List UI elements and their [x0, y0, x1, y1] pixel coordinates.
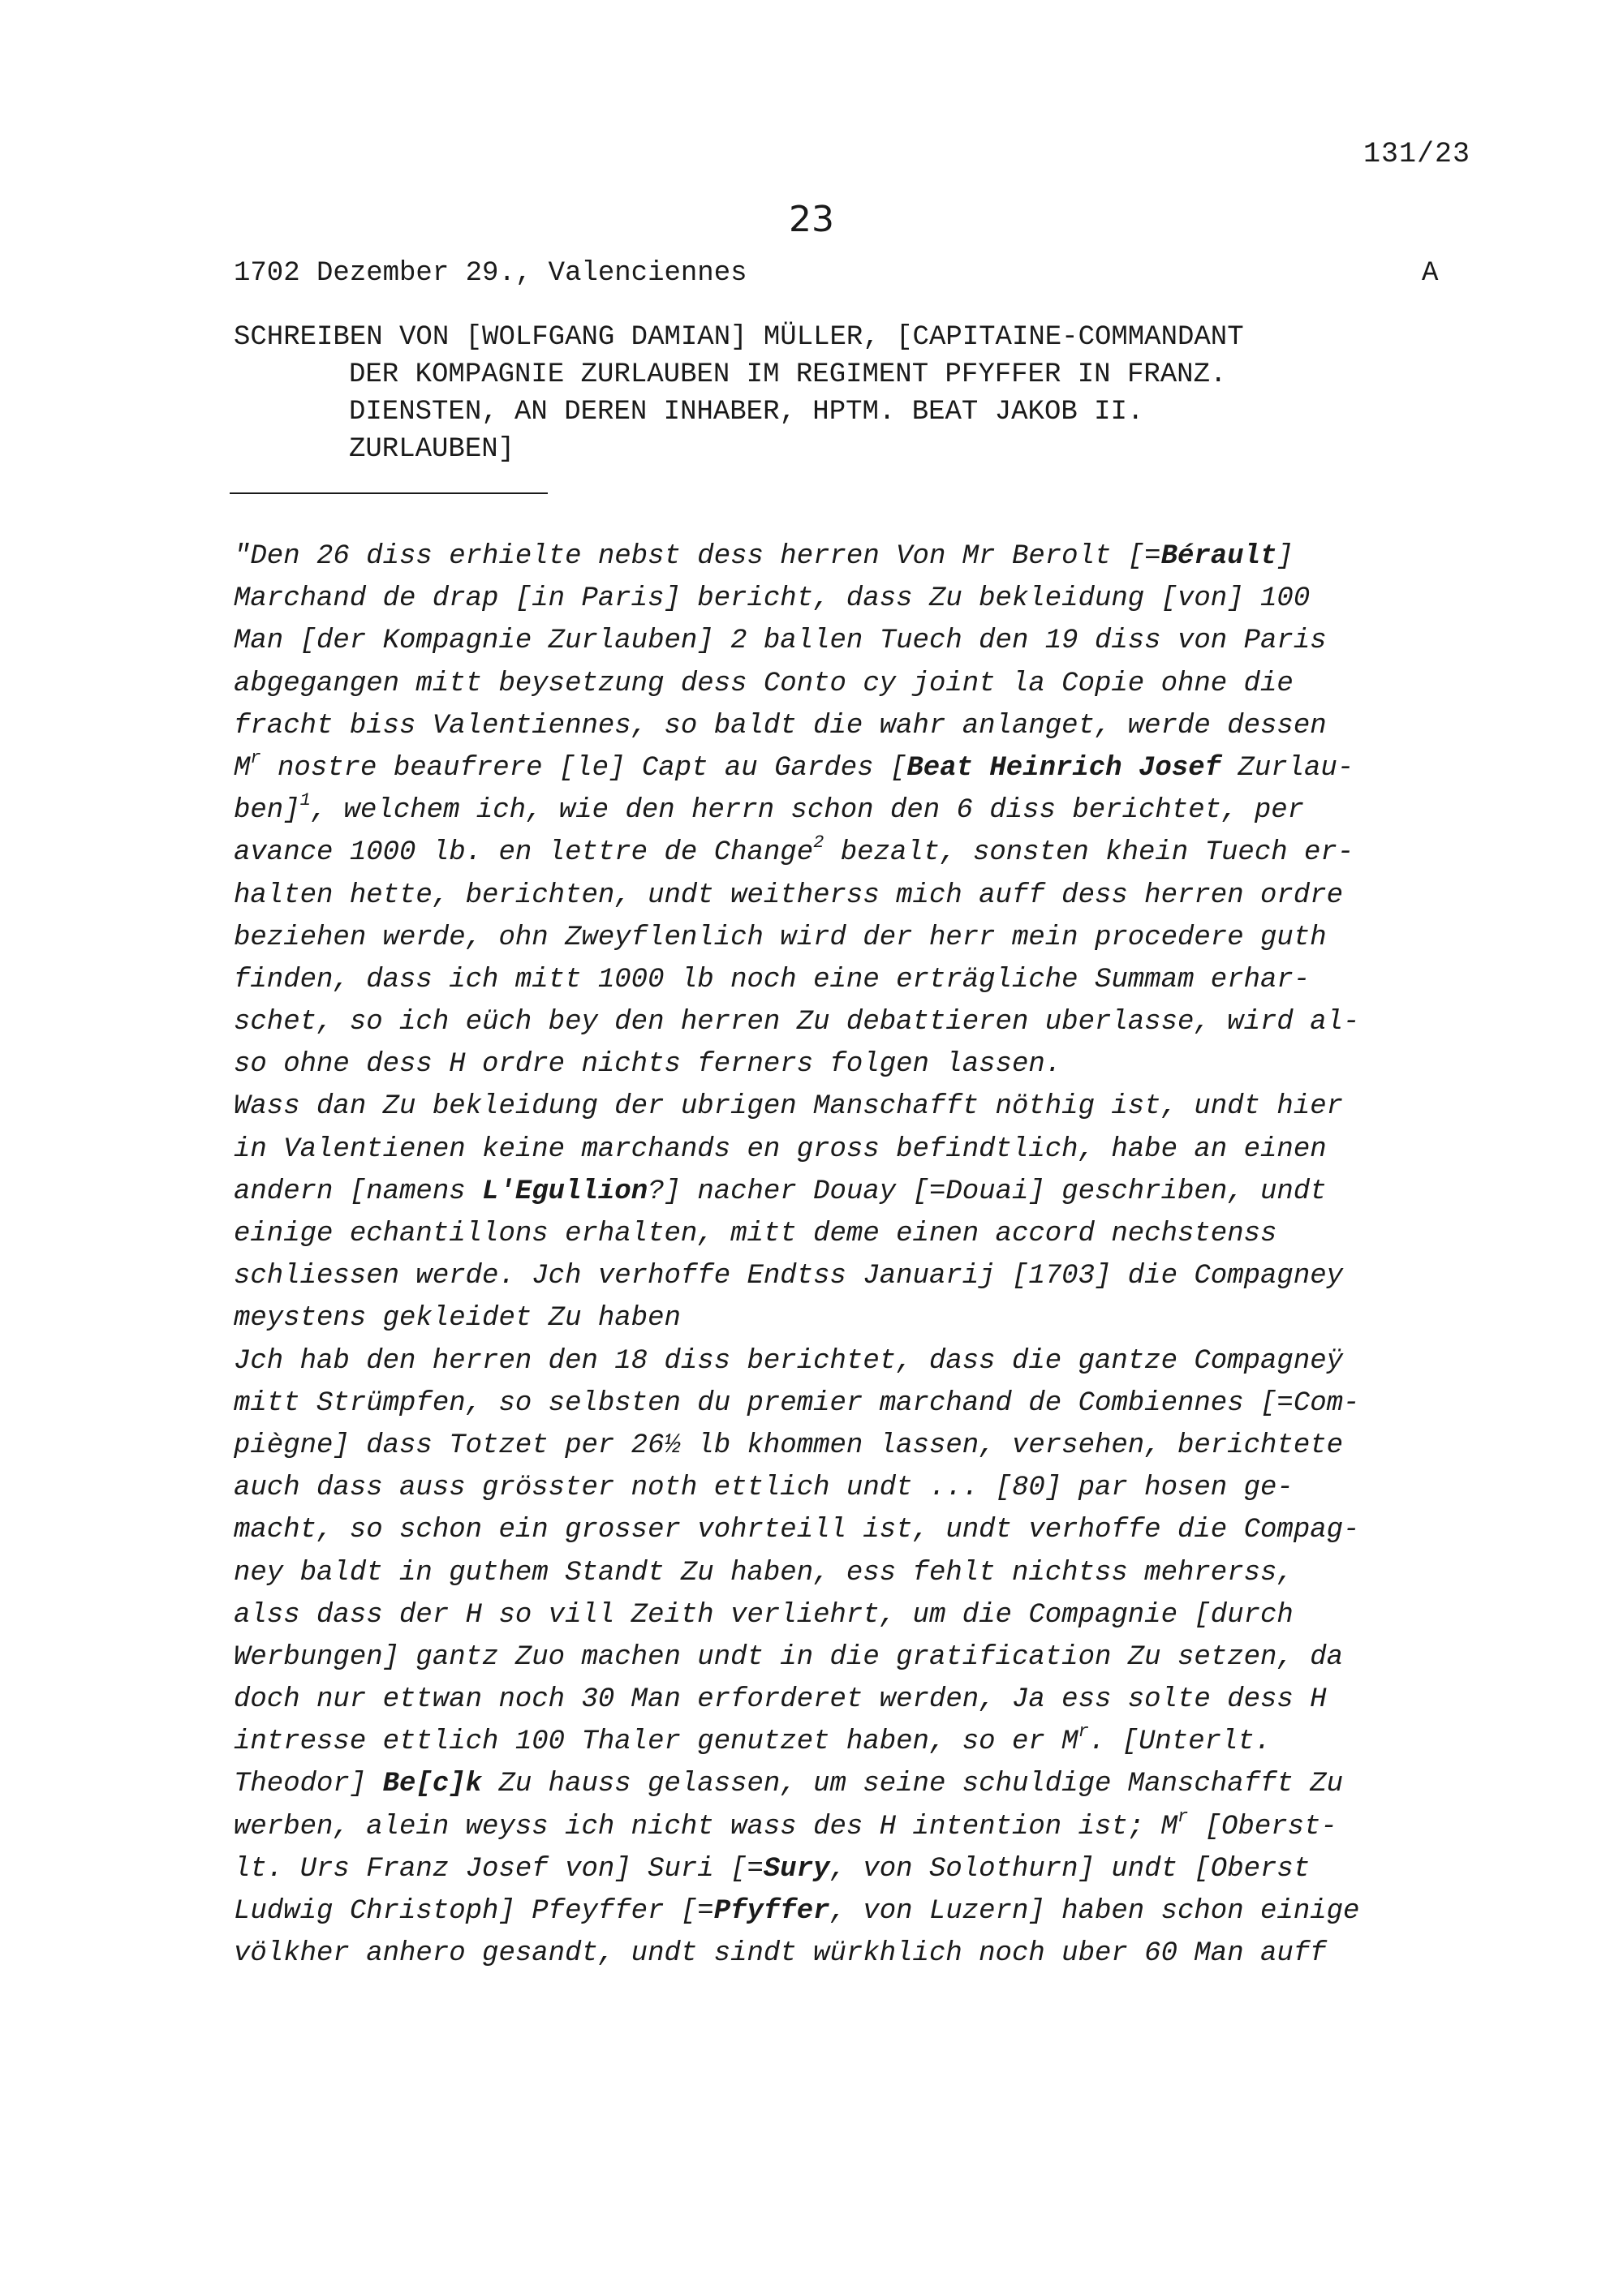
text-line	[234, 1509, 1467, 1551]
text-segment: ney baldt in guthem Standt Zu haben, ess fehlt nichtss mehrerss,	[234, 1557, 1294, 1589]
text-line	[234, 1297, 1467, 1339]
text-segment: abgegangen mitt beysetzung dess Conto cy joint la Copie ohne die	[234, 668, 1294, 699]
text-segment: lt. Urs Franz Josef von] Suri [=	[234, 1853, 764, 1885]
text-segment: schet, so ich eüch bey den herren Zu debattieren uberlasse, wird al-	[234, 1007, 1360, 1038]
text-segment: macht, so schon ein grosser vohrteill ist, undt verhoffe die Compag-	[234, 1515, 1360, 1546]
text-segment: piègne] dass Totzet per 26½ lb khommen lassen, versehen, berichtete	[234, 1430, 1344, 1461]
text-segment: schliessen werde. Jch verhoffe Endtss Januarij [1703] die Compagney	[234, 1261, 1344, 1292]
emphasized-name: Bérault	[1160, 541, 1277, 572]
title-line: DIENSTEN, AN DEREN INHABER, HPTM. BEAT JAKOB II.	[349, 397, 1144, 428]
text-segment: finden, dass ich mitt 1000 lb noch eine erträgliche Summam erhar-	[234, 964, 1311, 995]
text-segment: ]	[1276, 541, 1294, 572]
text-line	[234, 1890, 1467, 1933]
text-segment: Zurlau-	[1221, 752, 1354, 784]
text-segment: andern [namens	[234, 1176, 483, 1207]
text-line	[234, 705, 1467, 747]
text-line	[234, 832, 1467, 874]
text-line	[234, 620, 1467, 662]
text-segment: Wass dan Zu bekleidung der ubrigen Manschafft nöthig ist, undt hier	[234, 1091, 1344, 1123]
text-segment: ben]	[234, 795, 300, 827]
text-segment: "Den 26 diss erhielte nebst dess herren Von Mr Berolt [=	[234, 541, 1161, 572]
text-segment: . [Unterlt.	[1088, 1726, 1272, 1758]
superscript: r	[1078, 1722, 1089, 1743]
document-title	[234, 319, 1459, 468]
text-segment: alss dass der H so vill Zeith verliehrt, um die Compagnie [durch	[234, 1599, 1294, 1631]
text-line	[234, 1848, 1467, 1890]
text-segment: Man [der Kompagnie Zurlauben] 2 ballen Tuech den 19 diss von Paris	[234, 626, 1327, 657]
text-segment: bezalt, sonsten khein Tuech er-	[824, 837, 1354, 869]
document-letter: A	[1422, 258, 1439, 289]
text-line	[234, 1001, 1467, 1043]
text-segment: werben, alein weyss ich nicht wass des H intention ist; M	[234, 1811, 1177, 1842]
title-line: SCHREIBEN VON [WOLFGANG DAMIAN] MÜLLER, [CAPITAINE-COMMANDANT	[234, 322, 1244, 353]
text-segment: halten hette, berichten, undt weitherss mich auff dess herren ordre	[234, 879, 1344, 911]
text-segment: völkher anhero gesandt, undt sindt würkhlich noch uber 60 Man auff	[234, 1938, 1327, 1970]
title-line: DER KOMPAGNIE ZURLAUBEN IM REGIMENT PFYFFER IN FRANZ.	[349, 359, 1227, 390]
emphasized-name: Pfyffer	[713, 1896, 830, 1927]
text-segment: fracht biss Valentiennes, so baldt die wahr anlanget, werde dessen	[234, 710, 1327, 742]
text-line	[234, 747, 1467, 789]
text-line	[234, 1043, 1467, 1086]
text-line	[234, 1425, 1467, 1467]
text-segment: beziehen werde, ohn Zweyflenlich wird der herr mein procedere guth	[234, 922, 1327, 953]
text-line	[234, 578, 1467, 620]
text-segment: avance 1000 lb. en lettre de Change	[234, 837, 814, 869]
document-number: 23	[789, 199, 834, 240]
text-line	[234, 917, 1467, 959]
text-segment: Theodor]	[234, 1769, 383, 1800]
text-line	[234, 663, 1467, 705]
text-line	[234, 1594, 1467, 1636]
text-segment: ?] nacher Douay [=Douai] geschriben, undt	[648, 1176, 1327, 1207]
text-line	[234, 1340, 1467, 1382]
superscript: r	[1177, 1806, 1189, 1827]
emphasized-name: L'Egullion	[482, 1176, 648, 1207]
text-segment: auch dass auss grösster noth ettlich undt ... [80] par hosen ge-	[234, 1473, 1294, 1504]
text-line	[234, 1213, 1467, 1255]
emphasized-name: Sury	[763, 1853, 830, 1885]
text-line	[234, 1086, 1467, 1128]
text-segment: meystens gekleidet Zu haben	[234, 1303, 681, 1335]
text-segment: mitt Strümpfen, so selbsten du premier marchand de Combiennes [=Com-	[234, 1387, 1360, 1419]
text-line	[234, 1382, 1467, 1425]
text-line	[234, 1806, 1467, 1848]
text-line	[234, 1255, 1467, 1297]
text-line	[234, 1763, 1467, 1805]
superscript: 2	[813, 832, 824, 853]
text-segment: Jch hab den herren den 18 diss berichtet, dass die gantze Compagneÿ	[234, 1345, 1344, 1377]
letter-transcription	[234, 535, 1467, 1975]
text-segment: , von Solothurn] undt [Oberst	[829, 1853, 1311, 1885]
text-line	[234, 1171, 1467, 1213]
text-line	[234, 789, 1467, 832]
date-place: 1702 Dezember 29., Valenciennes	[234, 258, 747, 289]
text-segment: einige echantillons erhalten, mitt deme einen accord nechstenss	[234, 1219, 1277, 1249]
text-segment: M	[234, 752, 251, 784]
text-line	[234, 1721, 1467, 1763]
text-line	[234, 535, 1467, 578]
emphasized-name: Beat Heinrich Josef	[906, 752, 1222, 784]
text-segment: Marchand de drap [in Paris] bericht, dass Zu bekleidung [von] 100	[234, 583, 1311, 615]
text-segment: intresse ettlich 100 Thaler genutzet haben, so er M	[234, 1726, 1078, 1758]
title-line: ZURLAUBEN]	[349, 434, 515, 465]
text-segment: Ludwig Christoph] Pfeyffer [=	[234, 1896, 714, 1927]
text-line	[234, 1933, 1467, 1975]
text-line	[234, 875, 1467, 917]
title-divider	[230, 492, 548, 494]
text-line	[234, 959, 1467, 1001]
text-line	[234, 1679, 1467, 1721]
text-segment: so ohne dess H ordre nichts ferners folgen lassen.	[234, 1049, 1062, 1081]
text-line	[234, 1552, 1467, 1594]
emphasized-name: Be[c]k	[382, 1769, 483, 1800]
superscript: r	[250, 747, 261, 768]
text-line	[234, 1636, 1467, 1679]
text-segment: in Valentienen keine marchands en gross befindtlich, habe an einen	[234, 1133, 1327, 1165]
text-segment: Zu hauss gelassen, um seine schuldige Manschafft Zu	[482, 1769, 1344, 1800]
text-line	[234, 1129, 1467, 1171]
text-segment: [Oberst-	[1188, 1811, 1337, 1842]
text-line	[234, 1467, 1467, 1509]
superscript: 1	[299, 790, 311, 811]
page-reference: 131/23	[1363, 138, 1471, 170]
text-segment: Werbungen] gantz Zuo machen undt in die gratification Zu setzen, da	[234, 1641, 1344, 1673]
text-segment: , welchem ich, wie den herrn schon den 6 diss berichtet, per	[310, 795, 1305, 827]
text-segment: , von Luzern] haben schon einige	[829, 1896, 1360, 1927]
text-segment: nostre beaufrere [le] Capt au Gardes [	[260, 752, 907, 784]
text-segment: doch nur ettwan noch 30 Man erforderet werden, Ja ess solte dess H	[234, 1684, 1327, 1716]
